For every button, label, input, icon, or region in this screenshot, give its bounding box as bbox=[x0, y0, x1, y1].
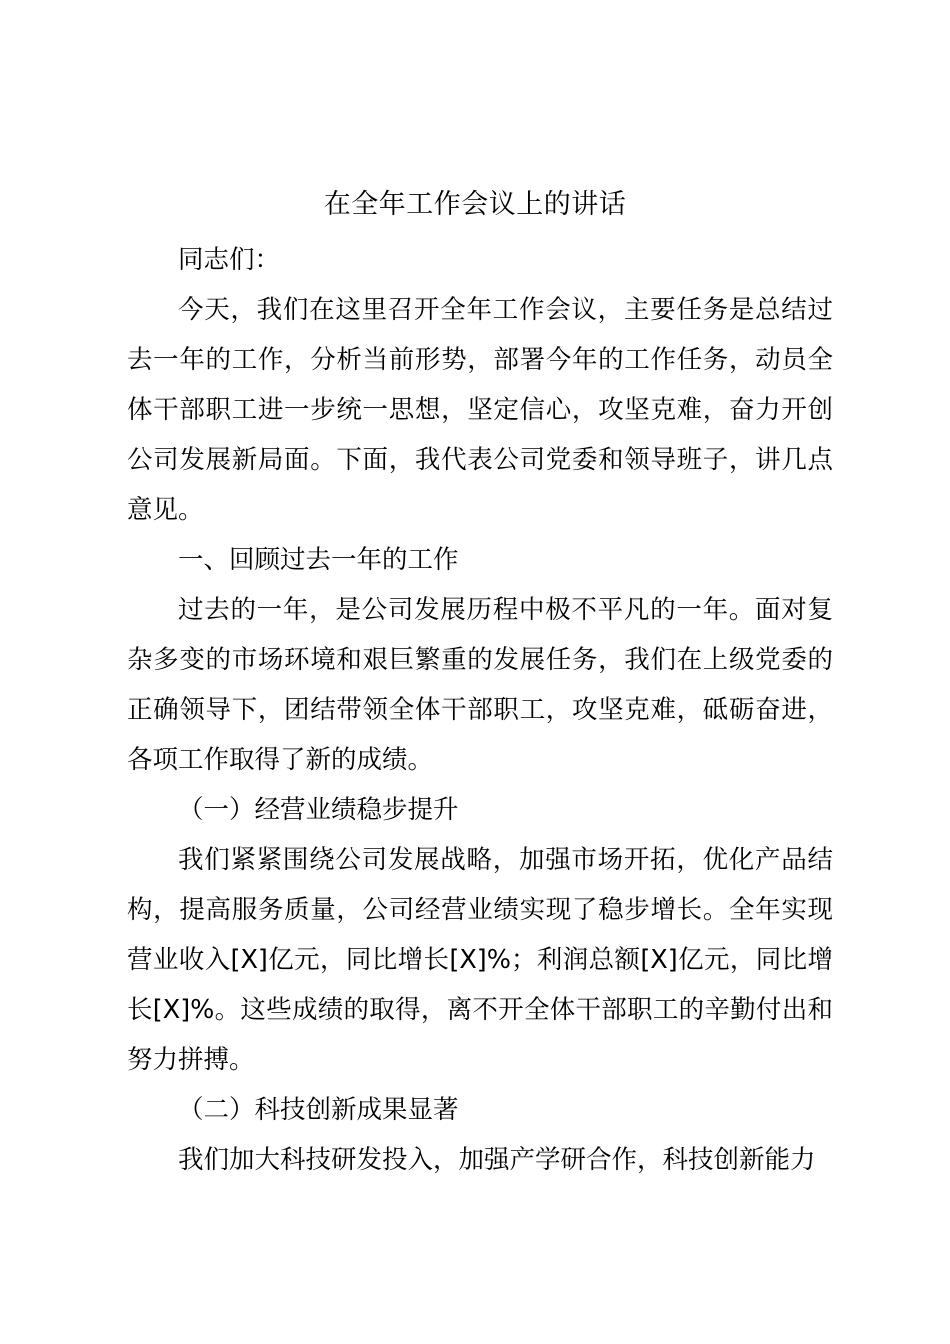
document-body bbox=[127, 235, 833, 1185]
section-heading: 一、回顾过去一年的工作 bbox=[178, 545, 459, 575]
body-paragraph: 今天，我们在这里召开全年工作会议，主要任务是总结过去一年的工作，分析当前形势，部署今年的工作任务，动员全体干部职工进一步统一思想，坚定信心，攻坚克难，奋力开创公司发展新局面。下面，我代表公司党委和领导班子，讲几点意见。 bbox=[127, 295, 833, 525]
document-title: 在全年工作会议上的讲话 bbox=[323, 189, 627, 220]
body-paragraph: 过去的一年，是公司发展历程中极不平凡的一年。面对复杂多变的市场环境和艰巨繁重的发展任务，我们在上级党委的正确领导下，团结带领全体干部职工，攻坚克难，砥砺奋进，各项工作取得了新的成绩。 bbox=[127, 595, 833, 775]
subsection-heading: （一）经营业绩稳步提升 bbox=[178, 795, 459, 825]
salutation: 同志们： bbox=[178, 245, 281, 275]
body-paragraph: 我们紧紧围绕公司发展战略，加强市场开拓，优化产品结构，提高服务质量，公司经营业绩实现了稳步增长。全年实现营业收入[X]亿元，同比增长[X]%；利润总额[X]亿元，同比增长[X]%。这些成绩的取得，离不开全体干部职工的辛勤付出和努力拼搏。 bbox=[127, 845, 833, 1075]
body-paragraph: 我们加大科技研发投入，加强产学研合作，科技创新能力 bbox=[178, 1145, 816, 1175]
subsection-heading: （二）科技创新成果显著 bbox=[178, 1095, 459, 1125]
